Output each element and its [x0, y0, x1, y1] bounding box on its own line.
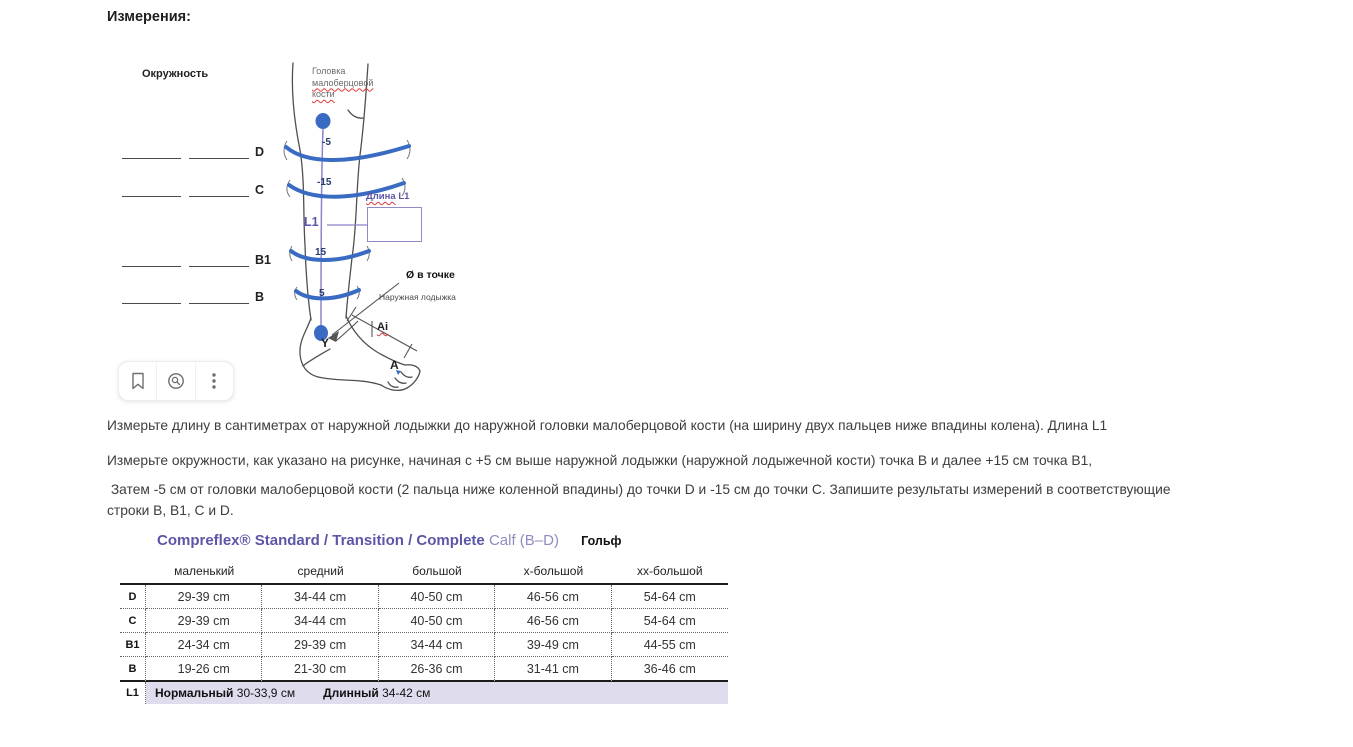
image-hover-toolbar — [118, 361, 234, 401]
table-title-brand: Compreflex® Standard / Transition / Complete — [157, 532, 485, 549]
size-table — [120, 558, 728, 704]
col-header-small: маленький — [146, 558, 262, 585]
l1-long-value: 34-42 см — [382, 686, 431, 700]
l1-long-label: Длинный — [323, 686, 379, 700]
table-cell: 34-44 cm — [262, 609, 378, 633]
table-cell: 40-50 cm — [379, 585, 495, 609]
l1-length-band — [146, 682, 728, 704]
table-cell: 54-64 cm — [612, 585, 728, 609]
offset-minus5: -5 — [322, 137, 331, 148]
row-label-l1: L1 — [120, 682, 146, 704]
table-cell: 26-36 cm — [379, 657, 495, 682]
offset-minus15: -15 — [317, 177, 332, 188]
row-label: C — [120, 609, 146, 633]
writein-line — [189, 196, 249, 197]
point-label-d: D — [255, 145, 265, 159]
table-cell: 24-34 cm — [146, 633, 262, 657]
bookmark-button[interactable] — [119, 362, 156, 400]
fibula-head-dot — [316, 113, 331, 129]
writein-line — [189, 303, 249, 304]
table-cell: 36-46 cm — [612, 657, 728, 682]
point-label-b: B — [255, 290, 265, 304]
fibula-head-label — [312, 66, 373, 101]
writein-line — [122, 196, 181, 197]
fibula-label-line1: Головка — [312, 66, 346, 76]
col-header-large: большой — [379, 558, 495, 585]
arc-d — [286, 146, 409, 160]
table-cell: 21-30 cm — [262, 657, 378, 682]
table-cell: 39-49 cm — [495, 633, 611, 657]
bookmark-icon — [130, 372, 146, 390]
writein-line — [122, 303, 181, 304]
writein-line — [189, 158, 249, 159]
offset-15: 15 — [315, 247, 327, 258]
instruction-paragraph-2: Измерьте окружности, как указано на рисунке, начиная с +5 см выше наружной лодыжки (наружной лодыжечной кости) точка B и далее +15 см точка B1, — [107, 453, 1093, 468]
arc-b1 — [291, 251, 369, 260]
table-corner-cell — [120, 558, 146, 585]
table-cell: 34-44 cm — [262, 585, 378, 609]
search-image-button[interactable] — [156, 362, 194, 400]
table-cell: 54-64 cm — [612, 609, 728, 633]
col-header-medium: средний — [262, 558, 378, 585]
l1-normal-label: Нормальный — [155, 686, 234, 700]
table-cell: 46-56 cm — [495, 585, 611, 609]
instruction-paragraph-3: Затем -5 см от головки малоберцовой кости (2 пальца ниже коленной впадины) до точки D и -15 см до точки C. Запишите результаты измерений в соответствующие строки B, B1, C и D. — [107, 482, 1175, 518]
col-header-xxlarge: хх-большой — [612, 558, 728, 585]
table-cell: 19-26 cm — [146, 657, 262, 682]
table-cell: 29-39 cm — [262, 633, 378, 657]
arc-b — [296, 290, 359, 298]
circumference-label: Окружность — [142, 68, 209, 80]
table-cell: 29-39 cm — [146, 609, 262, 633]
table-cell: 31-41 cm — [495, 657, 611, 682]
l1-point-label: L1 — [304, 215, 319, 229]
table-title — [157, 532, 622, 549]
writein-line — [122, 158, 181, 159]
search-image-icon — [166, 371, 186, 391]
table-title-ru: Гольф — [581, 534, 622, 548]
length-l1-label — [366, 191, 409, 202]
y-point-label: Y — [321, 336, 330, 350]
length-code: L1 — [398, 191, 410, 202]
fibula-label-line2: малоберцовой — [312, 77, 374, 88]
fibula-label-line3: кости — [312, 89, 335, 99]
diameter-at-point-label: Ø в точке — [406, 269, 455, 281]
table-cell: 44-55 cm — [612, 633, 728, 657]
table-cell: 40-50 cm — [379, 609, 495, 633]
length-word: Длина — [366, 191, 396, 202]
point-label-b1: B1 — [255, 253, 271, 267]
writein-line — [189, 266, 249, 267]
table-cell: 46-56 cm — [495, 609, 611, 633]
table-cell: 29-39 cm — [146, 585, 262, 609]
row-label: B — [120, 657, 146, 682]
col-header-xlarge: х-большой — [495, 558, 611, 585]
page-title: Измерения: — [107, 9, 191, 25]
l1-normal-value: 30-33,9 см — [236, 686, 296, 700]
ai-point-label: Ai — [377, 321, 388, 333]
more-options-button[interactable] — [195, 362, 233, 400]
row-label: D — [120, 585, 146, 609]
outer-ankle-label: Наружная лодыжка — [379, 292, 456, 302]
table-title-product: Calf (B–D) — [488, 532, 559, 549]
a-point-label: A — [390, 358, 399, 372]
instruction-paragraph-1: Измерьте длину в сантиметрах от наружной лодыжки до наружной головки малоберцовой кости (на ширину двух пальцев ниже впадины колена). Длина L1 — [107, 418, 1108, 433]
l1-writein-box — [367, 207, 422, 242]
writein-line — [122, 266, 181, 267]
more-options-icon — [212, 372, 216, 390]
offset-5: 5 — [319, 288, 325, 299]
point-label-c: C — [255, 183, 265, 197]
table-cell: 34-44 cm — [379, 633, 495, 657]
row-label: B1 — [120, 633, 146, 657]
